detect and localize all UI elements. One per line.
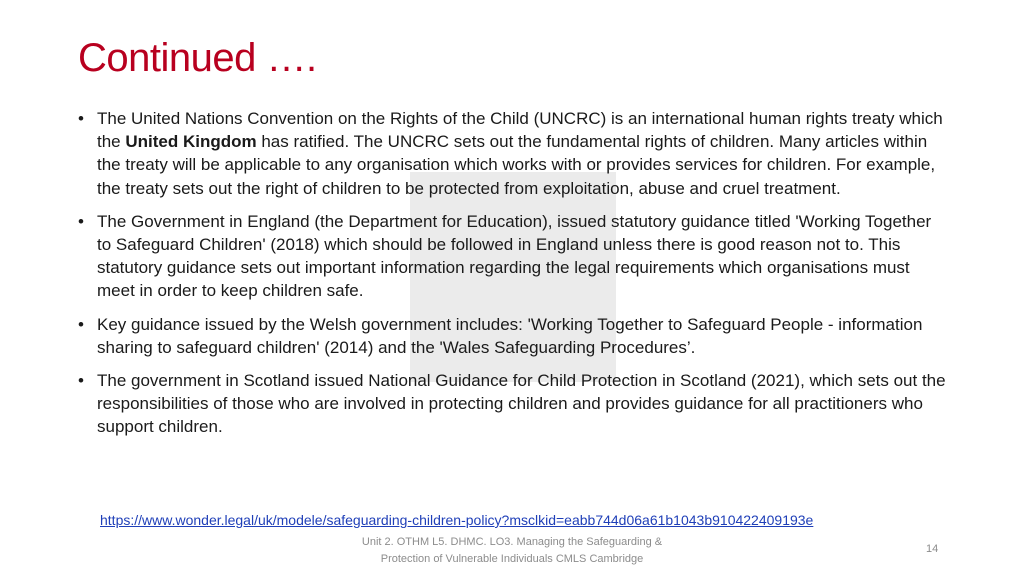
bullet-uncrc	[78, 107, 950, 200]
slide-title: Continued ….	[78, 36, 317, 80]
bullet-uncrc-bold: United Kingdom	[125, 132, 257, 152]
bullet-scotland	[78, 369, 950, 439]
source-link[interactable]: https://www.wonder.legal/uk/modele/safeguarding-children-policy?msclkid=eabb744d06a61b1043b910422409193e	[100, 512, 814, 528]
bullet-uncrc-text-end: has ratified. The UNCRC sets out the fundamental rights of children. Many articles within the treaty will be applicable to any organisation which works with or provides services for children. For example, the treaty sets out the right of children to be protected from exploitation, abuse and cruel treatment.	[97, 132, 936, 198]
bullet-england-text: The Government in England (the Department for Education), issued statutory guidance titled 'Working Together to Safeguard Children' (2018) which should be followed in England unless there is good reason not to. This statutory guidance sets out important information regarding the legal requirements which organisations must meet in order to keep children safe.	[97, 211, 932, 301]
bullet-uncrc-text-start: The United Nations Convention on the Rights of the Child (UNCRC) is an international human rights treaty which the	[97, 109, 943, 152]
bullet-wales	[78, 313, 950, 359]
bullet-list	[78, 107, 950, 449]
bullet-wales-text: Key guidance issued by the Welsh government includes: 'Working Together to Safeguard People - information sharing to safeguard children' (2014) and the 'Wales Safeguarding Procedures’.	[97, 314, 923, 357]
bullet-scotland-text: The government in Scotland issued National Guidance for Child Protection in Scotland (2021), which sets out the responsibilities of those who are involved in protecting children and provides guidance for all practitioners who support children.	[97, 371, 946, 437]
footer-text	[312, 534, 712, 568]
page-number: 14	[926, 543, 939, 555]
bullet-england	[78, 210, 950, 303]
footer-line-2: Protection of Vulnerable Individuals CMLS Cambridge	[380, 553, 644, 565]
footer-line-1: Unit 2. OTHM L5. DHMC. LO3. Managing the Safeguarding &	[361, 536, 663, 548]
